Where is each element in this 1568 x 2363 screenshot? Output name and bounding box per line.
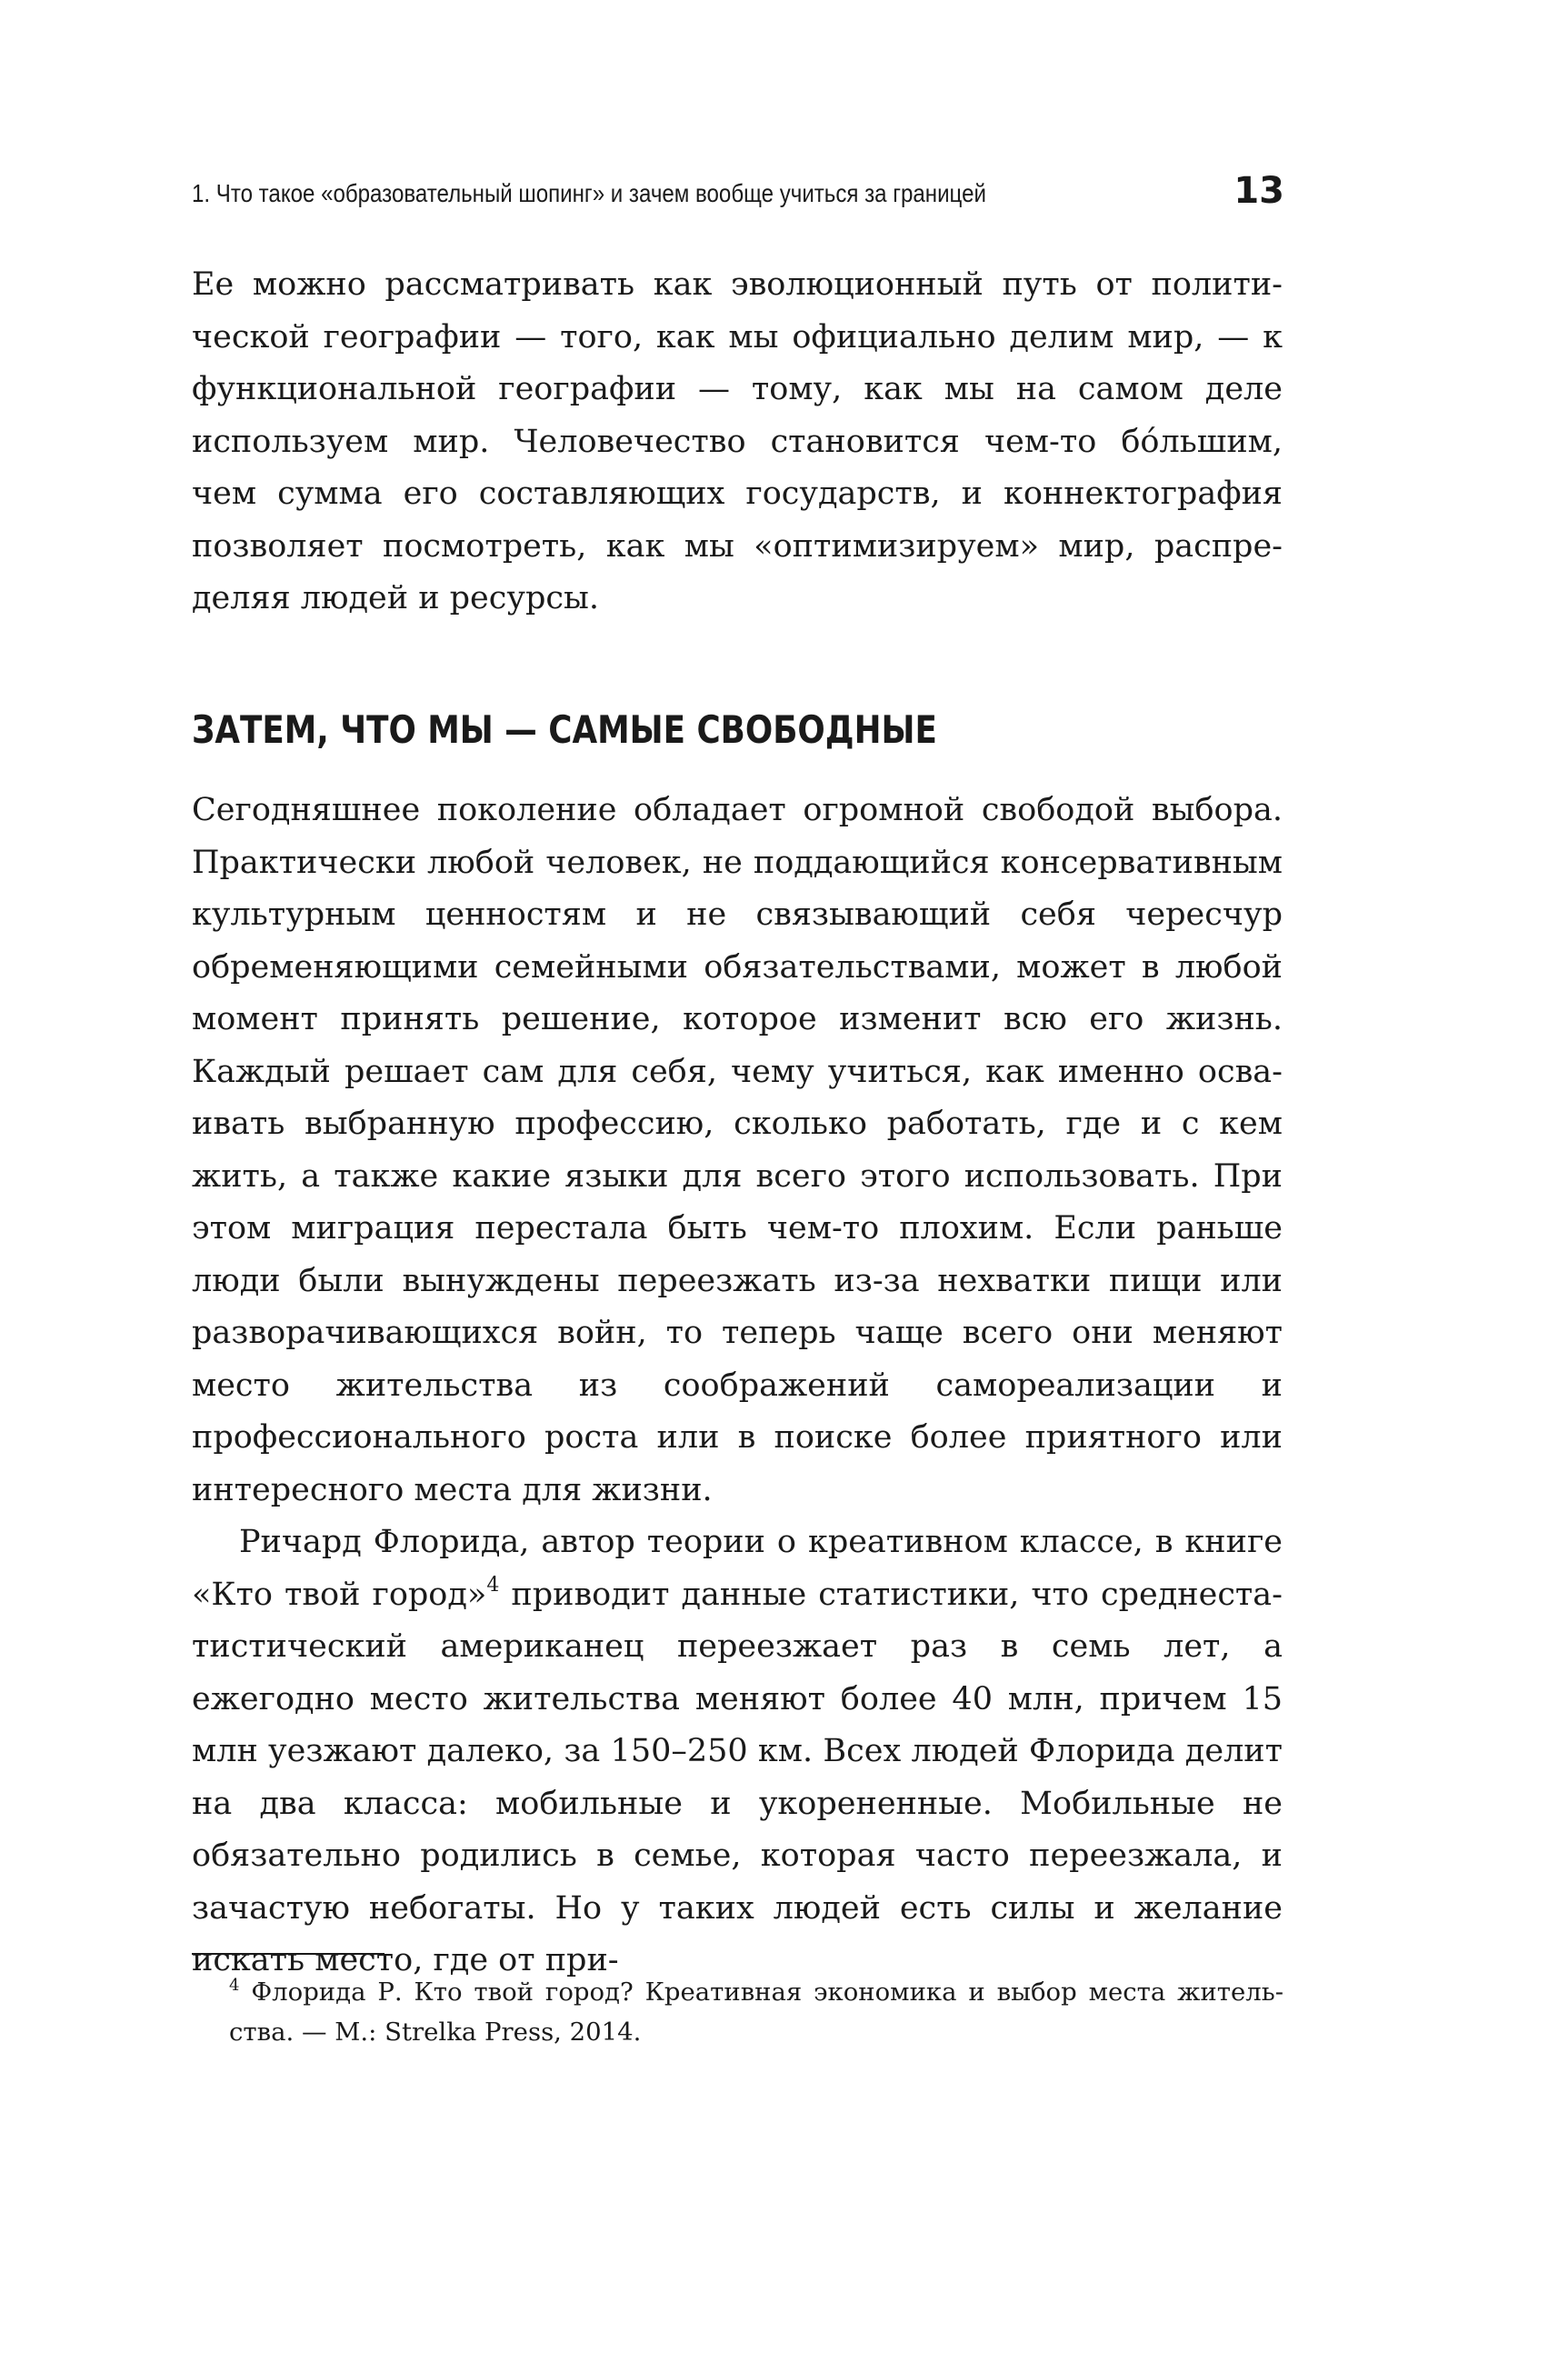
- footnote-text: Флорида Р. Кто твой город? Креативная экономика и выбор места жительства. — М.: Strelka Press, 2014.: [229, 1978, 1283, 2047]
- footnote-divider: [192, 1953, 385, 1955]
- section-paragraph-2: [192, 1517, 1283, 1988]
- intro-paragraph: Ее можно рассматривать как эволюционный путь от политической географии — того, как мы официально делим мир, — к функциональной географии — тому, как мы на самом деле используем мир. Человечество становится чем-то бóльшим, чем сумма его составляющих государств, и коннектография позволяет посмотреть, как мы «оптимизируем» мир, распределяя людей и ресурсы.: [192, 266, 1283, 616]
- footnote-marker: 4: [229, 1976, 240, 1995]
- section-paragraph-1: Сегодняшнее поколение обладает огромной свободой выбора. Практически любой человек, не поддающийся консервативным культурным ценностям и не связывающий себя чересчур обременяющими семейными обязательствами, может в любой момент принять решение, которое изменит всю его жизнь. Каждый решает сам для себя, чему учиться, как именно осваивать выбранную профессию, сколько работать, где и с кем жить, а также какие языки для всего этого использовать. При этом миграция перестала быть чем-то плохим. Если раньше люди были вынуждены переезжать из-за нехватки пищи или разворачивающихся войн, то теперь чаще всего они меняют место жительства из соображений самореализации и профессионального роста или в поиске более приятного или интересного места для жизни.: [192, 792, 1283, 1508]
- section-heading: ЗАТЕМ, ЧТО МЫ — САМЫЕ СВОБОДНЫЕ: [192, 707, 937, 752]
- page-number: 13: [1233, 170, 1284, 212]
- running-header: [192, 170, 1284, 221]
- running-title: 1. Что такое «образовательный шопинг» и зачем вообще учиться за границей: [192, 179, 986, 207]
- paragraph-2-text-end: приводит данные статистики, что среднестатистический американец переезжает раз в семь лет, а ежегодно место жительства меняют более 40 млн, причем 15 млн уезжают далеко, за 150–250 км. Всех людей Флорида делит на два класса: мобильные и укорененные. Мобильные не обязательно родились в семье, которая часто переезжала, и зачастую небогаты. Но у таких людей есть силы и желание искать место, где от при-: [192, 1576, 1283, 1978]
- intro-text-block: [192, 259, 1283, 626]
- footnote: [229, 1972, 1283, 2052]
- paragraph-2-text-start: Ричард Флорида, автор теории о креативном классе, в книге «Кто твой город»: [192, 1524, 1283, 1613]
- footnote-reference[interactable]: 4: [486, 1573, 500, 1597]
- section-text-block: [192, 785, 1283, 1988]
